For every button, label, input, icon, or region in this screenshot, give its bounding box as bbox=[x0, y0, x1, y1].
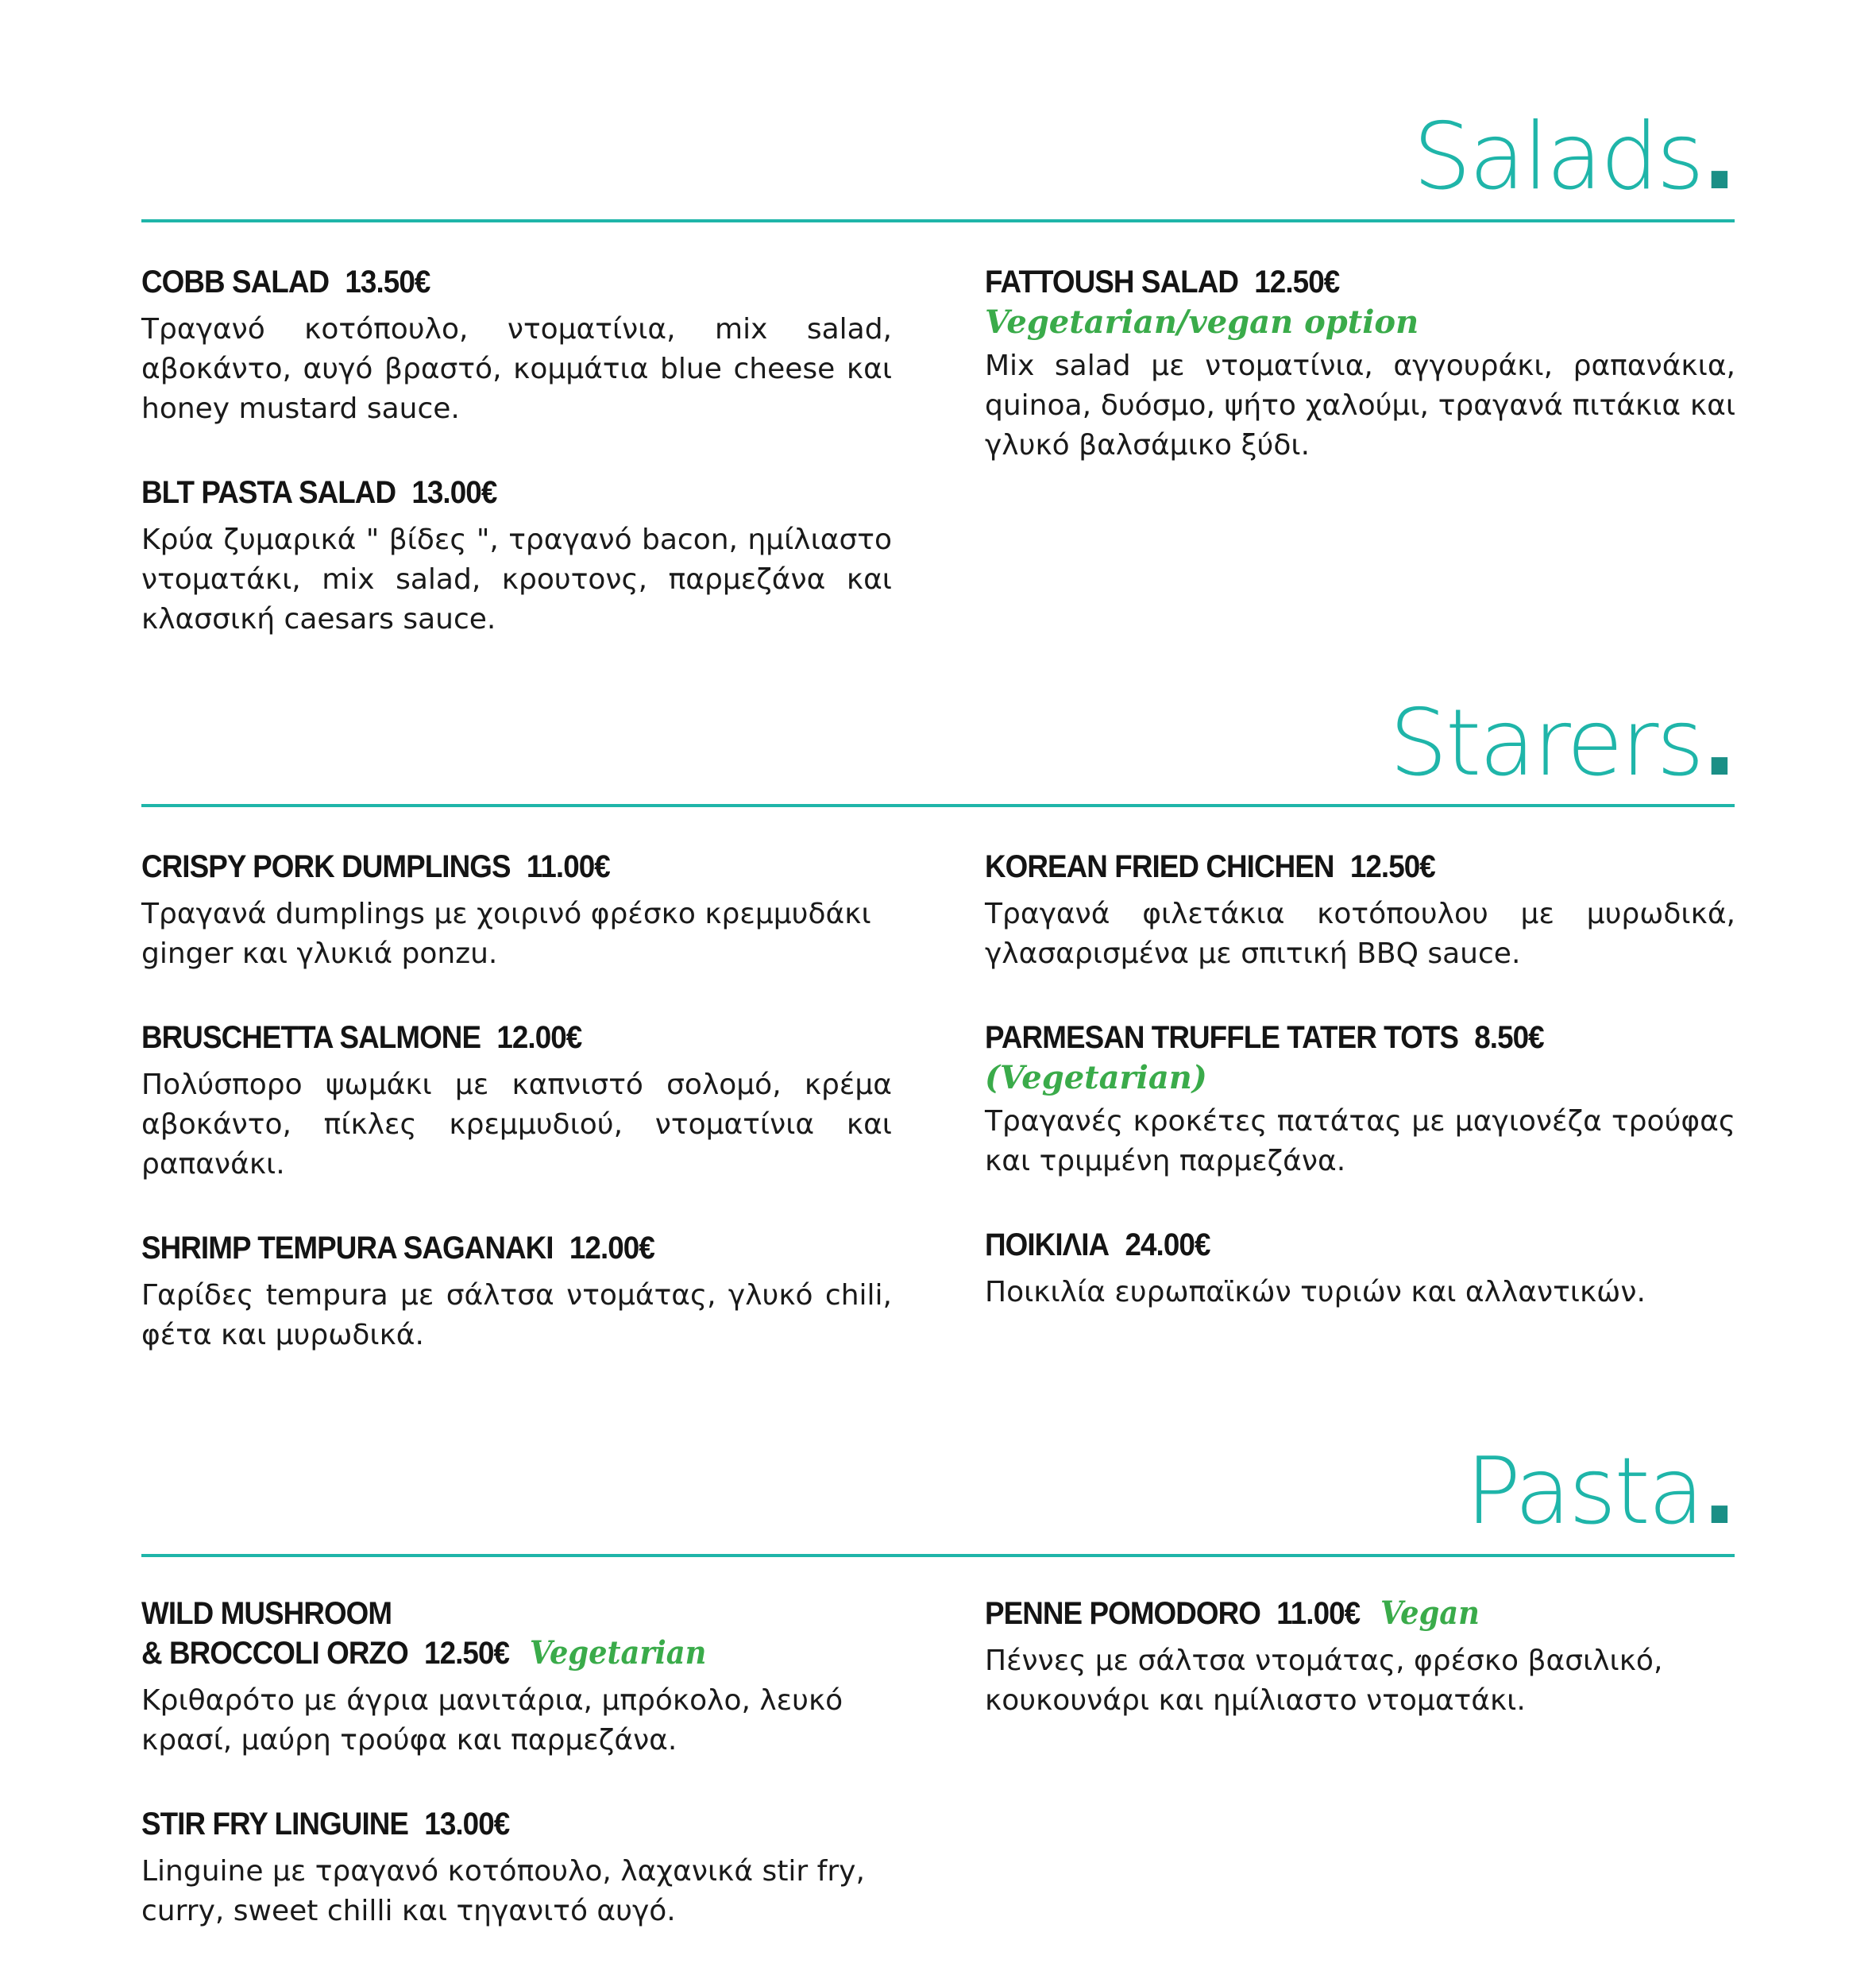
menu-item bbox=[985, 847, 1735, 974]
item-description: Linguine με τραγανό κοτόπουλο, λαχανικά stir fry, curry, sweet chilli και τηγανιτό αυγό. bbox=[141, 1855, 865, 1927]
item-price: 13.00€ bbox=[424, 1807, 510, 1842]
section-title-salads: Salads. bbox=[1412, 103, 1735, 211]
item-price: 12.50€ bbox=[1349, 849, 1435, 884]
dietary-tag: Vegetarian bbox=[529, 1634, 707, 1672]
item-description: Πολύσπορο ψωμάκι με καπνιστό σολομό, κρέμα αβοκάντο, πίκλες κρεμμυδιού, ντοματίνια και ραπανάκι. bbox=[141, 1069, 892, 1181]
item-price: 13.50€ bbox=[345, 265, 430, 300]
item-price: 11.00€ bbox=[1276, 1596, 1361, 1631]
section-title-starers: Starers. bbox=[1389, 690, 1735, 797]
dietary-tag: (Vegetarian) bbox=[985, 1059, 1207, 1096]
section-divider bbox=[141, 804, 1735, 807]
item-name: & BROCCOLI ORZO bbox=[141, 1636, 408, 1671]
item-heading bbox=[141, 847, 832, 887]
item-name: STIR FRY LINGUINE bbox=[141, 1807, 409, 1842]
item-description: Τραγανές κροκέτες πατάτας με μαγιονέζα τρούφας και τριμμένη παρμεζάνα. bbox=[985, 1105, 1735, 1177]
item-price: 12.00€ bbox=[496, 1020, 582, 1055]
item-name: PENNE POMODORO bbox=[985, 1596, 1260, 1631]
item-name: COBB SALAD bbox=[141, 265, 330, 300]
menu-item bbox=[985, 1594, 1735, 1721]
menu-item bbox=[141, 1018, 892, 1185]
item-price: 12.50€ bbox=[424, 1636, 510, 1671]
item-name-line1: WILD MUSHROOM bbox=[141, 1596, 392, 1631]
item-heading bbox=[985, 262, 1675, 302]
starers-right-column bbox=[985, 847, 1735, 1356]
item-price: 12.00€ bbox=[569, 1231, 654, 1266]
item-heading bbox=[141, 1633, 832, 1673]
item-price: 24.00€ bbox=[1125, 1227, 1210, 1262]
item-description: Ποικιλία ευρωπαϊκών τυριών και αλλαντικών. bbox=[985, 1276, 1646, 1308]
menu-item bbox=[141, 847, 892, 974]
item-description: Κρύα ζυμαρικά " βίδες ", τραγανό bacon, ημίλιαστο ντοματάκι, mix salad, κρουτονς, παρμεζάνα και κλασσική caesars sauce. bbox=[141, 524, 892, 636]
item-price: 12.50€ bbox=[1254, 265, 1340, 300]
starers-left-column bbox=[141, 847, 892, 1399]
pasta-left-column bbox=[141, 1594, 892, 1975]
item-name: CRISPY PORK DUMPLINGS bbox=[141, 849, 511, 884]
item-name: ΠΟΙΚΙΛΙΑ bbox=[985, 1227, 1110, 1262]
item-name: PARMESAN TRUFFLE TATER TOTS bbox=[985, 1020, 1458, 1055]
item-heading bbox=[985, 1018, 1675, 1057]
item-heading bbox=[141, 1018, 832, 1057]
dietary-tag: Vegan bbox=[1380, 1594, 1480, 1632]
menu-item bbox=[141, 473, 892, 640]
item-price: 13.00€ bbox=[411, 475, 497, 510]
item-heading bbox=[985, 1594, 1675, 1633]
item-description: Τραγανά dumplings με χοιρινό φρέσκο κρεμμυδάκι ginger και γλυκιά ponzu. bbox=[141, 898, 871, 970]
menu-item bbox=[141, 1804, 892, 1931]
item-heading bbox=[985, 847, 1675, 887]
salads-left-column bbox=[141, 262, 892, 683]
item-name: BRUSCHETTA SALMONE bbox=[141, 1020, 481, 1055]
menu-item bbox=[985, 1225, 1735, 1312]
item-description: Τραγανά φιλετάκια κοτόπουλου με μυρωδικά, γλασαρισμένα με σπιτική BBQ sauce. bbox=[985, 898, 1735, 970]
item-price: 11.00€ bbox=[526, 849, 610, 884]
item-name: BLT PASTA SALAD bbox=[141, 475, 396, 510]
menu-item bbox=[141, 262, 892, 429]
item-heading bbox=[141, 473, 832, 512]
item-description: Κριθαρότο με άγρια μανιτάρια, μπρόκολο, λευκό κρασί, μαύρη τρούφα και παρμεζάνα. bbox=[141, 1684, 843, 1757]
item-name: FATTOUSH SALAD bbox=[985, 265, 1239, 300]
item-heading bbox=[141, 1228, 832, 1268]
item-name: KOREAN FRIED CHICHEN bbox=[985, 849, 1334, 884]
item-name: SHRIMP TEMPURA SAGANAKI bbox=[141, 1231, 554, 1266]
item-price: 8.50€ bbox=[1474, 1020, 1544, 1055]
item-heading bbox=[141, 262, 832, 302]
item-heading bbox=[985, 1225, 1675, 1265]
section-divider bbox=[141, 1554, 1735, 1557]
menu-item bbox=[985, 262, 1735, 466]
salads-right-column bbox=[985, 262, 1735, 509]
item-description: Τραγανό κοτόπουλο, ντοματίνια, mix salad, αβοκάντο, αυγό βραστό, κομμάτια blue cheese και honey mustard sauce. bbox=[141, 313, 892, 425]
dietary-tag: Vegetarian/vegan option bbox=[985, 303, 1419, 341]
menu-item bbox=[141, 1594, 892, 1760]
item-description: Γαρίδες tempura με σάλτσα ντομάτας, γλυκό chili, φέτα και μυρωδικά. bbox=[141, 1279, 892, 1351]
section-divider bbox=[141, 219, 1735, 222]
section-title-pasta: Pasta. bbox=[1465, 1438, 1735, 1545]
item-description: Mix salad με ντοματίνια, αγγουράκι, ραπανάκια, quinoa, δυόσμο, ψήτο χαλούμι, τραγανά πιτάκια και γλυκό βαλσάμικο ξύδι. bbox=[985, 350, 1735, 462]
pasta-right-column bbox=[985, 1594, 1735, 1764]
menu-item bbox=[985, 1018, 1735, 1181]
item-description: Πέννες με σάλτσα ντομάτας, φρέσκο βασιλικό, κουκουνάρι και ημίλιαστο ντοματάκι. bbox=[985, 1645, 1663, 1717]
menu-item bbox=[141, 1228, 892, 1355]
item-heading bbox=[141, 1804, 832, 1844]
